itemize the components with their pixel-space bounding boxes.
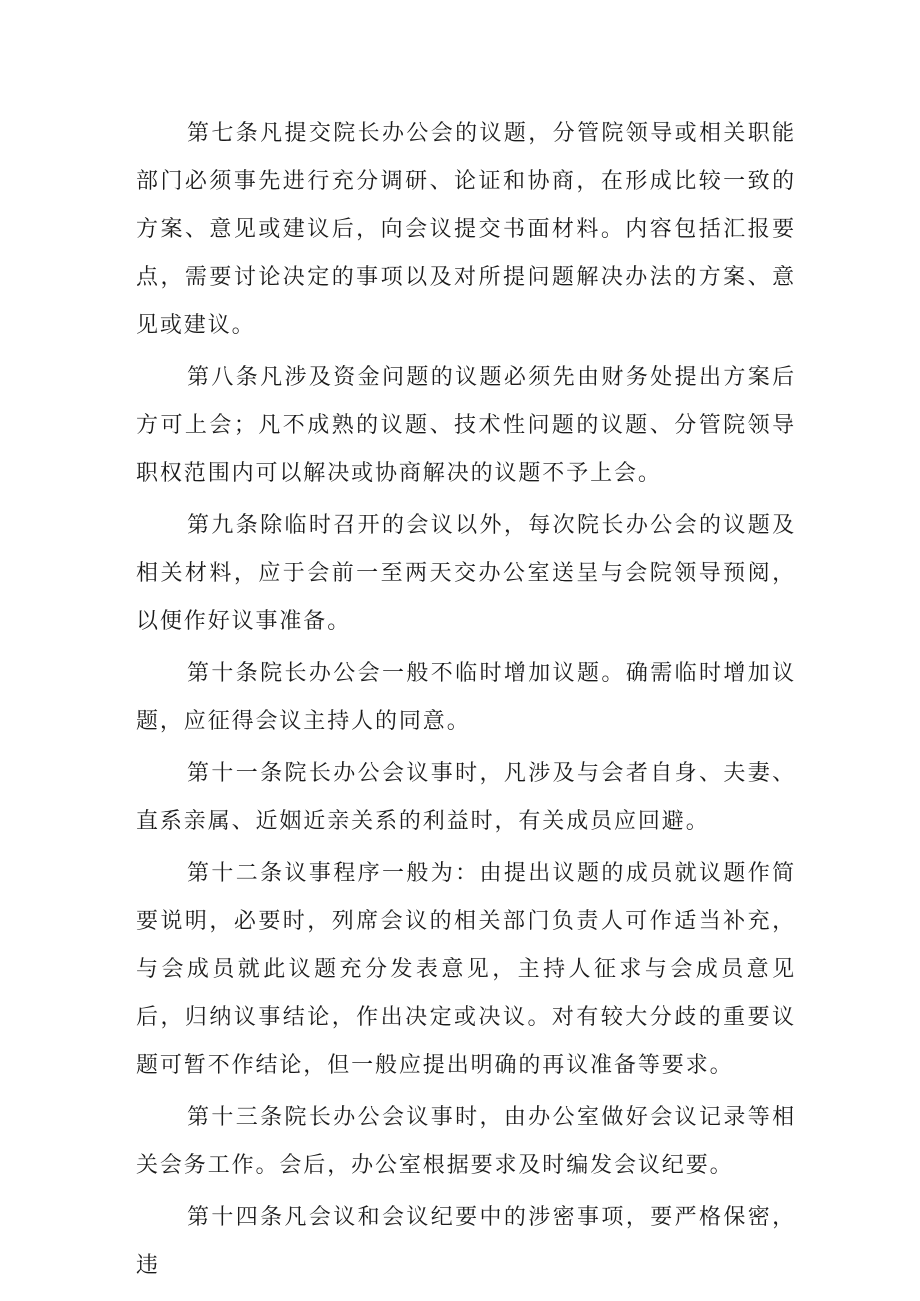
paragraph-article-11: 第十一条院长办公会议事时，凡涉及与会者自身、夫妻、直系亲属、近姻近亲关系的利益时，有关成员应回避。 <box>136 761 796 834</box>
paragraph-article-13: 第十三条院长办公会议事时，由办公室做好会议记录等相关会务工作。会后，办公室根据要求及时编发会议纪要。 <box>136 1105 796 1178</box>
paragraph-article-8: 第八条凡涉及资金问题的议题必须先由财务处提出方案后方可上会；凡不成熟的议题、技术性问题的议题、分管院领导职权范围内可以解决或协商解决的议题不予上会。 <box>136 365 796 486</box>
paragraph-article-14: 第十四条凡会议和会议纪要中的涉密事项，要严格保密，违 <box>136 1205 796 1278</box>
paragraph-article-10: 第十条院长办公会一般不临时增加议题。确需临时增加议题，应征得会议主持人的同意。 <box>136 661 796 734</box>
paragraph-article-9: 第九条除临时召开的会议以外，每次院长办公会的议题及相关材料，应于会前一至两天交办公室送呈与会院领导预阅，以便作好议事准备。 <box>136 513 796 634</box>
paragraph-article-7: 第七条凡提交院长办公会的议题，分管院领导或相关职能部门必须事先进行充分调研、论证和协商，在形成比较一致的方案、意见或建议后，向会议提交书面材料。内容包括汇报要点，需要讨论决定的事项以及对所提问题解决办法的方案、意见或建议。 <box>136 121 796 338</box>
document-body <box>136 110 796 1294</box>
paragraph-article-12: 第十二条议事程序一般为：由提出议题的成员就议题作简要说明，必要时，列席会议的相关部门负责人可作适当补充，与会成员就此议题充分发表意见，主持人征求与会成员意见后，归纳议事结论，作出决定或决议。对有较大分歧的重要议题可暂不作结论，但一般应提出明确的再议准备等要求。 <box>136 861 796 1078</box>
